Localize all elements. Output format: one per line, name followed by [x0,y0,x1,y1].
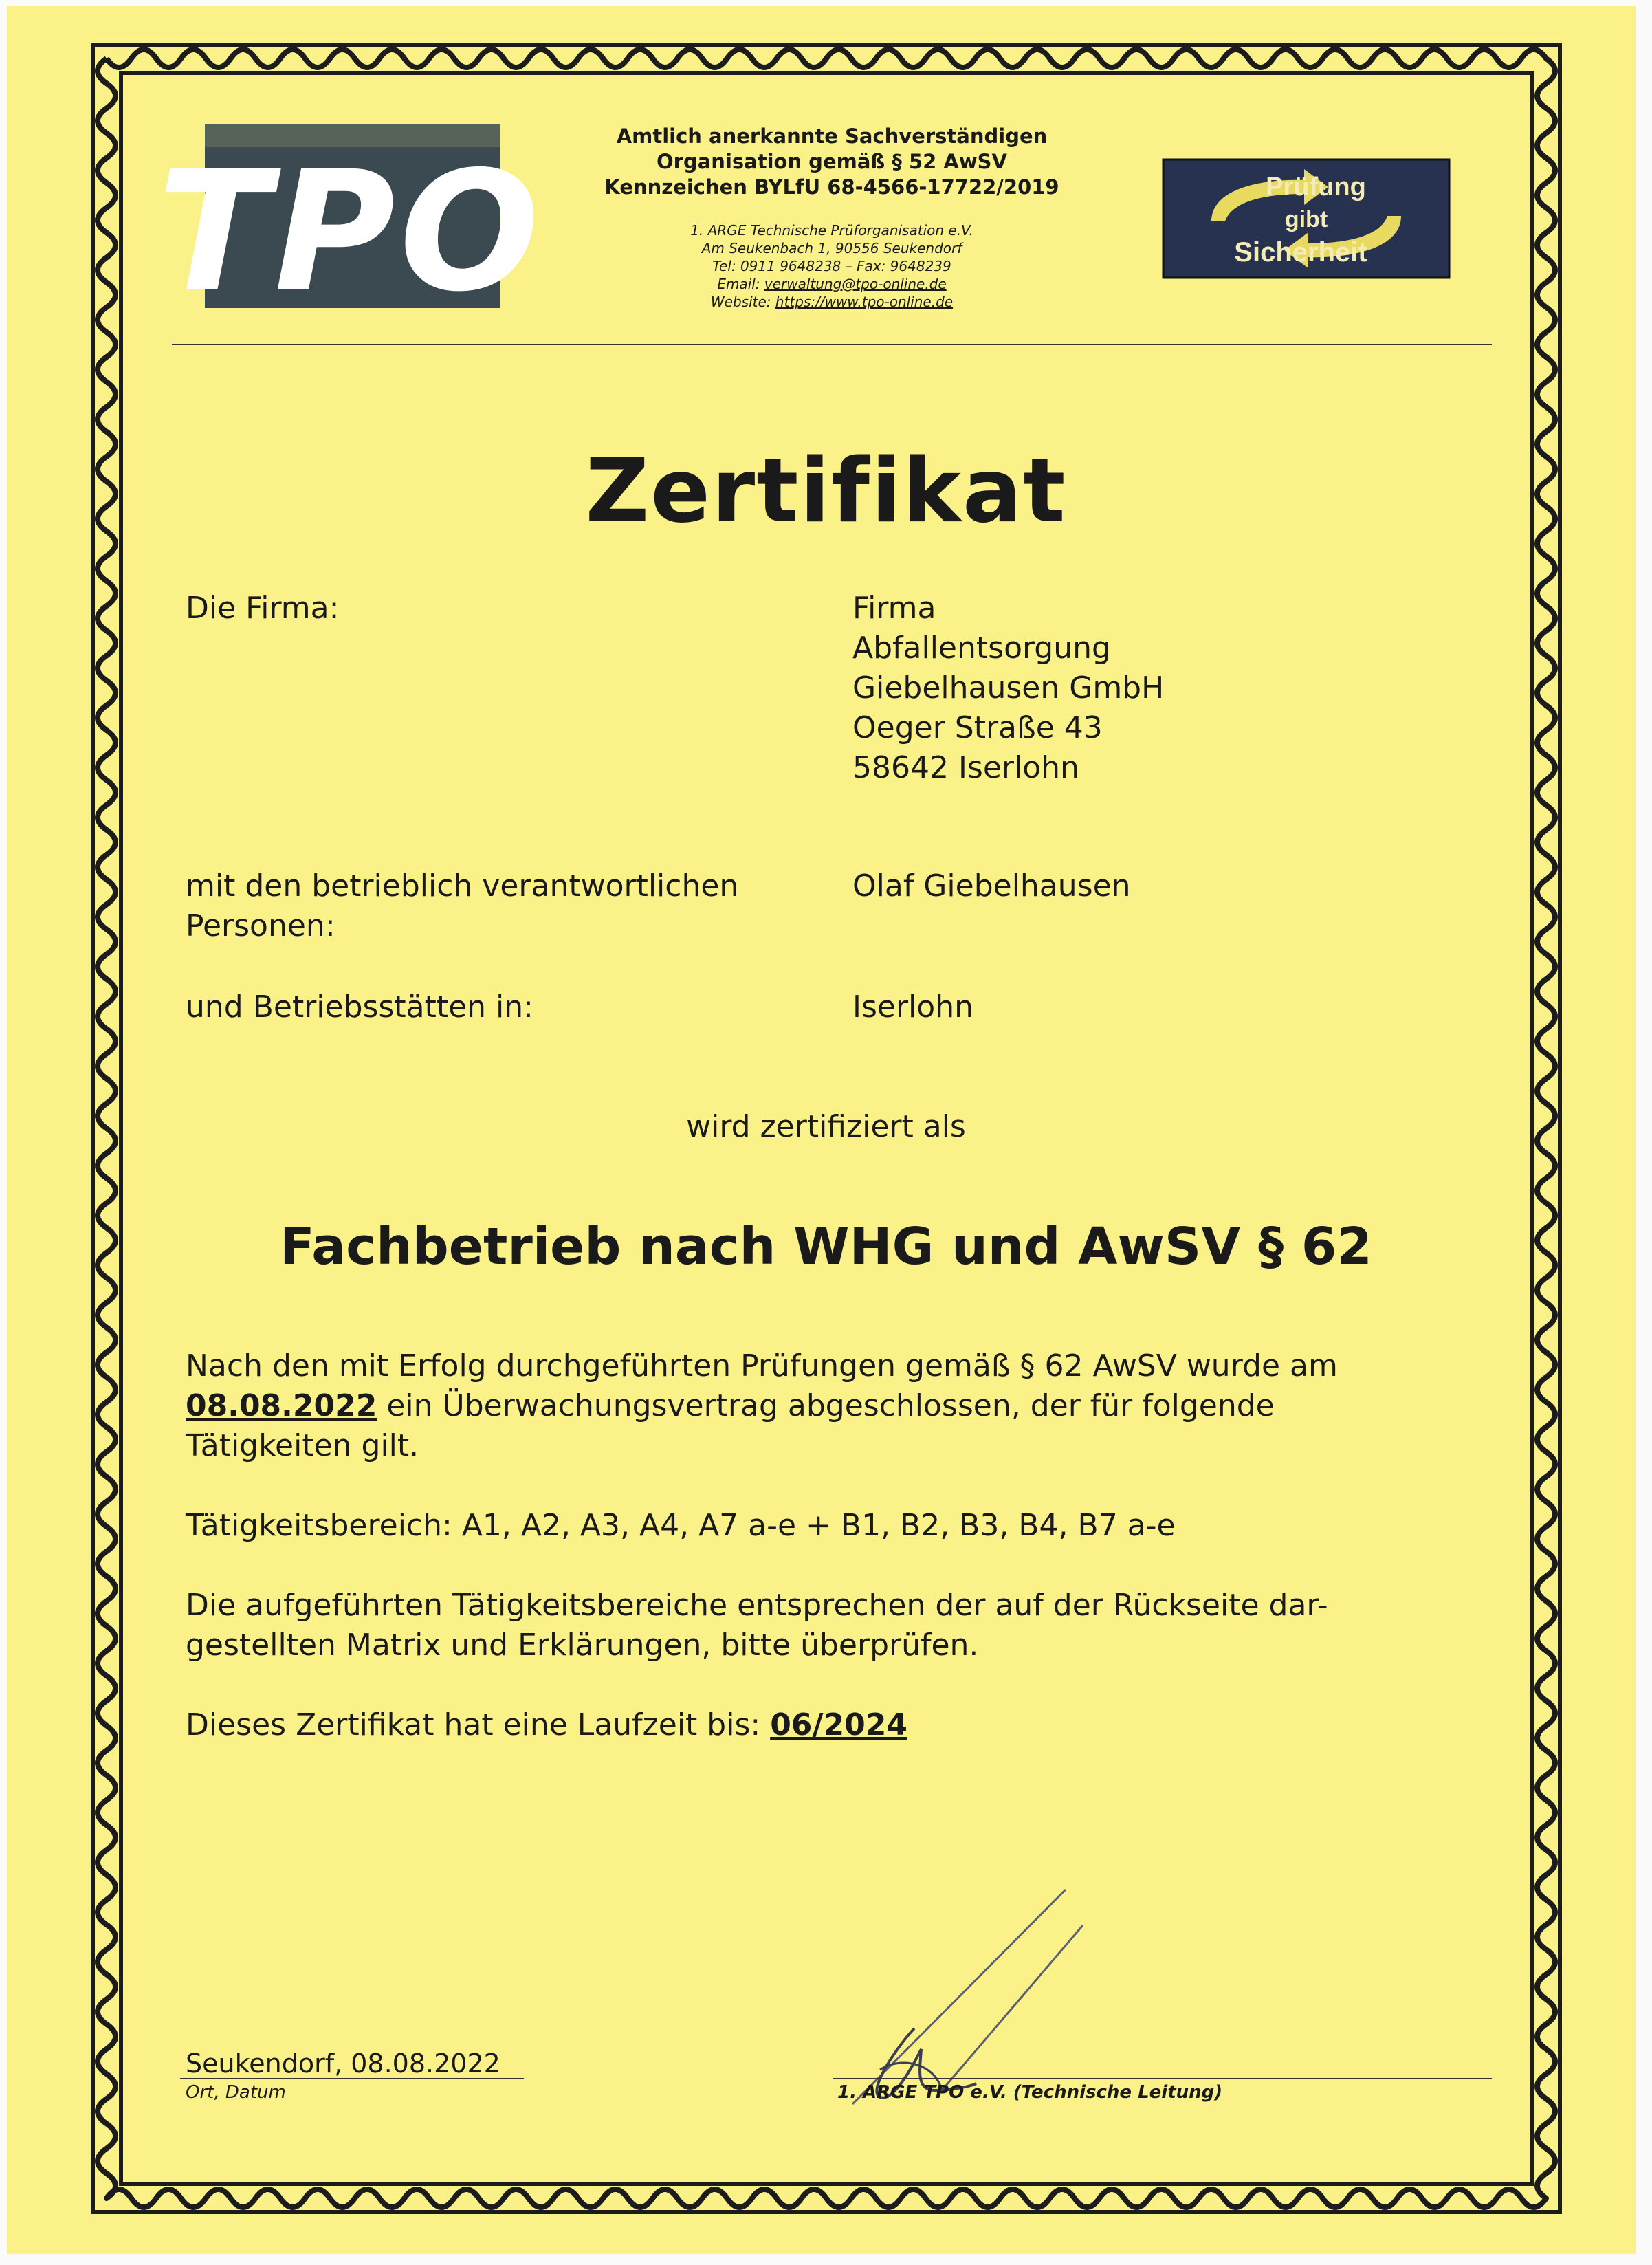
footer-line [833,2078,1492,2079]
paragraph-line: Nach den mit Erfolg durchgeführten Prüfungen gemäß § 62 AwSV wurde am [186,1348,1338,1383]
logo-text: TPO [157,135,544,328]
email-label: Email: [717,276,760,292]
footer-line [180,2078,524,2079]
persons-label [186,866,738,946]
company-line: Abfallentsorgung [852,631,1111,666]
company-line: Giebelhausen GmbH [852,670,1165,705]
validity-line [186,1705,1478,1745]
pruefung-badge [1163,160,1449,278]
email-link[interactable]: verwaltung@tpo-online.de [764,276,947,292]
org-line: Organisation gemäß § 52 AwSV [657,150,1007,173]
badge-line: gibt [1284,206,1328,232]
contract-paragraph [186,1346,1478,1466]
header-divider [172,344,1492,345]
company-label: Die Firma: [186,591,340,626]
certificate-title: Zertifikat [585,440,1067,543]
org-line: Kennzeichen BYLfU 68-4566-17722/2019 [604,175,1059,199]
validity-text: Dieses Zertifikat hat eine Laufzeit bis: [186,1707,771,1742]
email-line [522,275,1141,293]
org-line: Amtlich anerkannte Sachverständigen [616,124,1048,148]
paragraph-line: Die aufgeführten Tätigkeitsbereiche entsprechen der auf der Rückseite dar- [186,1588,1328,1623]
persons-label-line: Personen: [186,908,335,943]
org-header [522,124,1141,200]
contract-date: 08.08.2022 [186,1388,377,1423]
certified-as-text: wird zertifiziert als [686,1109,966,1144]
signature-caption: 1. ARGE TPO e.V. (Technische Leitung) [837,2082,1223,2103]
paragraph-line-rest: ein Überwachungsvertrag abgeschlossen, der für folgende [377,1388,1275,1423]
tpo-logo [157,124,544,328]
website-label: Website: [710,294,771,310]
sites-label: und Betriebsstätten in: [186,989,533,1025]
company-line: Firma [852,591,936,626]
paragraph-line: gestellten Matrix und Erklärungen, bitte überprüfen. [186,1628,979,1663]
persons-label-line: mit den betrieblich verantwortlichen [186,868,739,904]
matrix-paragraph [186,1586,1478,1665]
persons-value: Olaf Giebelhausen [852,868,1131,904]
address-line: Tel: 0911 9648238 – Fax: 9648239 [712,258,951,274]
badge-line: Sicherheit [1234,237,1367,267]
sites-value: Iserlohn [852,989,973,1025]
address-line: Am Seukenbach 1, 90556 Seukendorf [701,240,962,256]
org-address [522,221,1141,311]
company-line: 58642 Iserlohn [852,750,1079,785]
signature [839,1884,1100,2111]
badge-line: Prüfung [1266,173,1366,201]
company-line: Oeger Straße 43 [852,710,1103,745]
certificate-heading: Fachbetrieb nach WHG und AwSV § 62 [280,1217,1372,1276]
company-block [852,589,1164,788]
paragraph-line [186,1386,1478,1426]
website-line [522,293,1141,311]
place-date: Seukendorf, 08.08.2022 [186,2048,500,2079]
activities-line: Tätigkeitsbereich: A1, A2, A3, A4, A7 a-e + B1, B2, B3, B4, B7 a-e [186,1508,1176,1543]
address-line: 1. ARGE Technische Prüforganisation e.V. [690,222,973,239]
website-link[interactable]: https://www.tpo-online.de [775,294,954,310]
validity-date: 06/2024 [770,1707,907,1742]
place-date-caption: Ort, Datum [186,2082,286,2103]
paragraph-line: Tätigkeiten gilt. [186,1428,419,1463]
